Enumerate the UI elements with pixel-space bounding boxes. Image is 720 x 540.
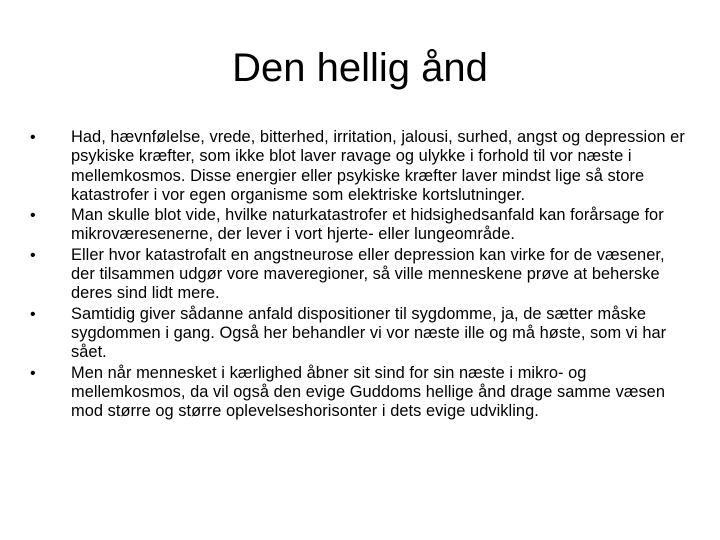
bullet-text: Samtidig giver sådanne anfald dispositioner til sygdomme, ja, de sætter måske sygdommen i gang. Også her behandler vi vor næste ille og må høste, som vi har sået. bbox=[71, 304, 667, 362]
list-item bbox=[30, 364, 690, 422]
bullet-icon: • bbox=[30, 364, 36, 382]
slide-title: Den hellig ånd bbox=[232, 46, 488, 90]
bullet-text: Eller hvor katastrofalt en angstneurose eller depression kan virke for de væsener, der tilsammen udgør vore maveregioner, så ville menneskene prøve at beherske deres sind lidt mere. bbox=[71, 245, 665, 303]
list-item bbox=[30, 305, 690, 363]
list-item bbox=[30, 246, 690, 304]
list-item bbox=[30, 128, 690, 205]
bullet-list bbox=[30, 128, 690, 421]
bullet-text: Had, hævnfølelse, vrede, bitterhed, irritation, jalousi, surhed, angst og depression er psykiske kræfter, som ikke blot laver ravage og ulykke i forhold til vor næste i mellemkosmos. Disse energier eller psykiske kræfter laver mindst lige så store katastrofer i vor egen organisme som elektriske kortslutninger. bbox=[71, 128, 685, 204]
bullet-icon: • bbox=[30, 305, 36, 323]
list-item bbox=[30, 206, 690, 245]
bullet-icon: • bbox=[30, 207, 36, 225]
bullet-text: Man skulle blot vide, hvilke naturkatastrofer et hidsighedsanfald kan forårsage for mikroværesenerne, der lever i vort hjerte- eller lungeområde. bbox=[71, 206, 664, 244]
bullet-icon: • bbox=[30, 129, 36, 146]
bullet-text: Men når mennesket i kærlighed åbner sit sind for sin næste i mikro- og mellemkosmos, da vil også den evige Guddoms hellige ånd drage samme væsen mod større og større oplevelseshorisonter i dets evige udvikling. bbox=[71, 363, 666, 421]
bullet-icon: • bbox=[30, 246, 36, 264]
